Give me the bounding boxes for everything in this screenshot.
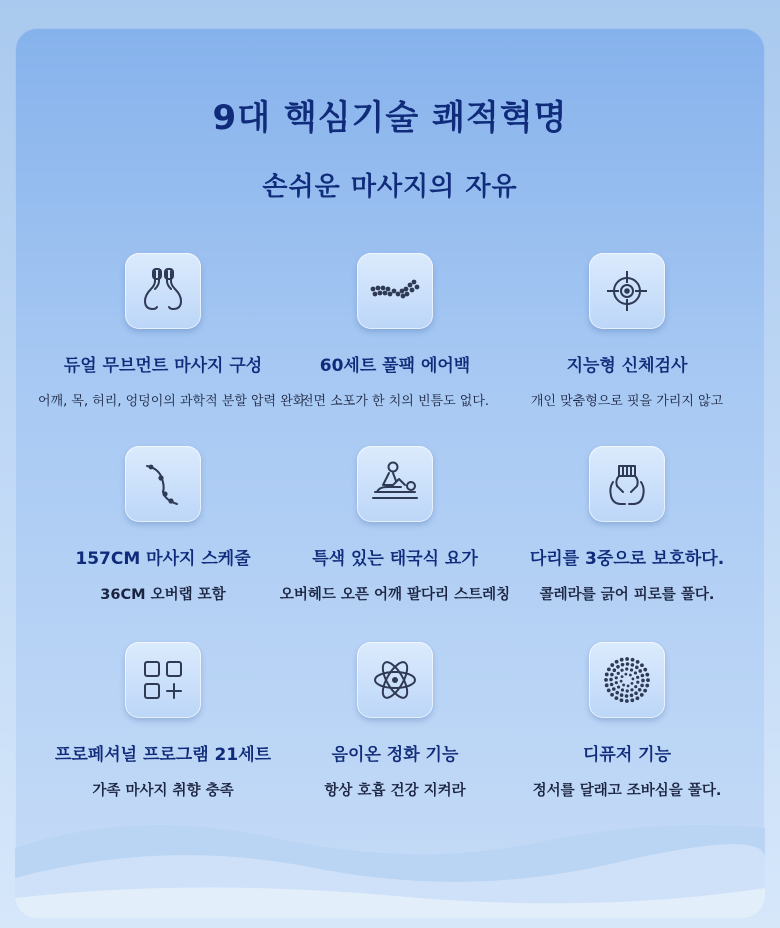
feature-title: 60세트 풀팩 에어백 — [319, 356, 471, 376]
diffuser-icon — [589, 642, 665, 718]
feature-title: 지능형 신체검사 — [566, 356, 688, 376]
feature-title: 다리를 3중으로 보호하다. — [529, 549, 725, 569]
atom-icon — [357, 642, 433, 718]
feature-description: 오버헤드 오픈 어깨 팔다리 스트레칭 — [279, 587, 511, 603]
feature-title: 디퓨저 기능 — [582, 745, 672, 765]
feature-airbag — [270, 253, 520, 409]
feature-description: 개인 맞춤형으로 핏을 가리지 않고 — [530, 394, 724, 409]
feature-yoga — [270, 446, 520, 604]
spine-track-icon — [125, 446, 201, 522]
feature-description: 전면 소포가 한 치의 빈틈도 없다. — [300, 394, 490, 409]
feature-title: 음이온 정화 기능 — [331, 745, 459, 765]
feature-title: 특색 있는 태국식 요가 — [312, 549, 478, 569]
feature-leg-protect — [502, 446, 752, 604]
feature-anion — [270, 642, 520, 800]
yoga-massage-icon — [357, 446, 433, 522]
feature-card — [15, 28, 765, 918]
feature-description: 어깨, 목, 허리, 엉덩이의 과학적 분할 압력 완화 — [38, 394, 306, 409]
feature-dual-movement — [38, 253, 306, 409]
page-subtitle: 손쉬운 마사지의 자유 — [262, 172, 518, 202]
feature-description: 가족 마사지 취향 충족 — [92, 783, 234, 799]
hand-protect-icon — [589, 446, 665, 522]
page-title: 9대 핵심기술 쾌적혁명 — [212, 98, 568, 138]
feature-programs — [38, 642, 288, 800]
feature-body-scan — [502, 253, 752, 409]
feature-title: 프로페셔널 프로그램 21세트 — [54, 745, 272, 765]
feature-description: 항상 호흡 건강 지켜라 — [324, 783, 466, 799]
feature-description: 정서를 달래고 조바심을 풀다. — [532, 783, 722, 799]
feature-title: 157CM 마사지 스케줄 — [75, 549, 251, 569]
target-icon — [589, 253, 665, 329]
wave-decoration — [15, 808, 765, 918]
feature-track — [38, 446, 288, 604]
airbag-icon — [357, 253, 433, 329]
feature-description: 36CM 오버랩 포함 — [100, 587, 226, 603]
feature-grid — [15, 28, 765, 918]
feature-description: 콜레라를 긁어 피로를 풀다. — [539, 587, 715, 603]
program-grid-icon — [125, 642, 201, 718]
dual-roller-icon — [125, 253, 201, 329]
feature-title: 듀얼 무브먼트 마사지 구성 — [63, 356, 263, 376]
feature-diffuser — [502, 642, 752, 800]
